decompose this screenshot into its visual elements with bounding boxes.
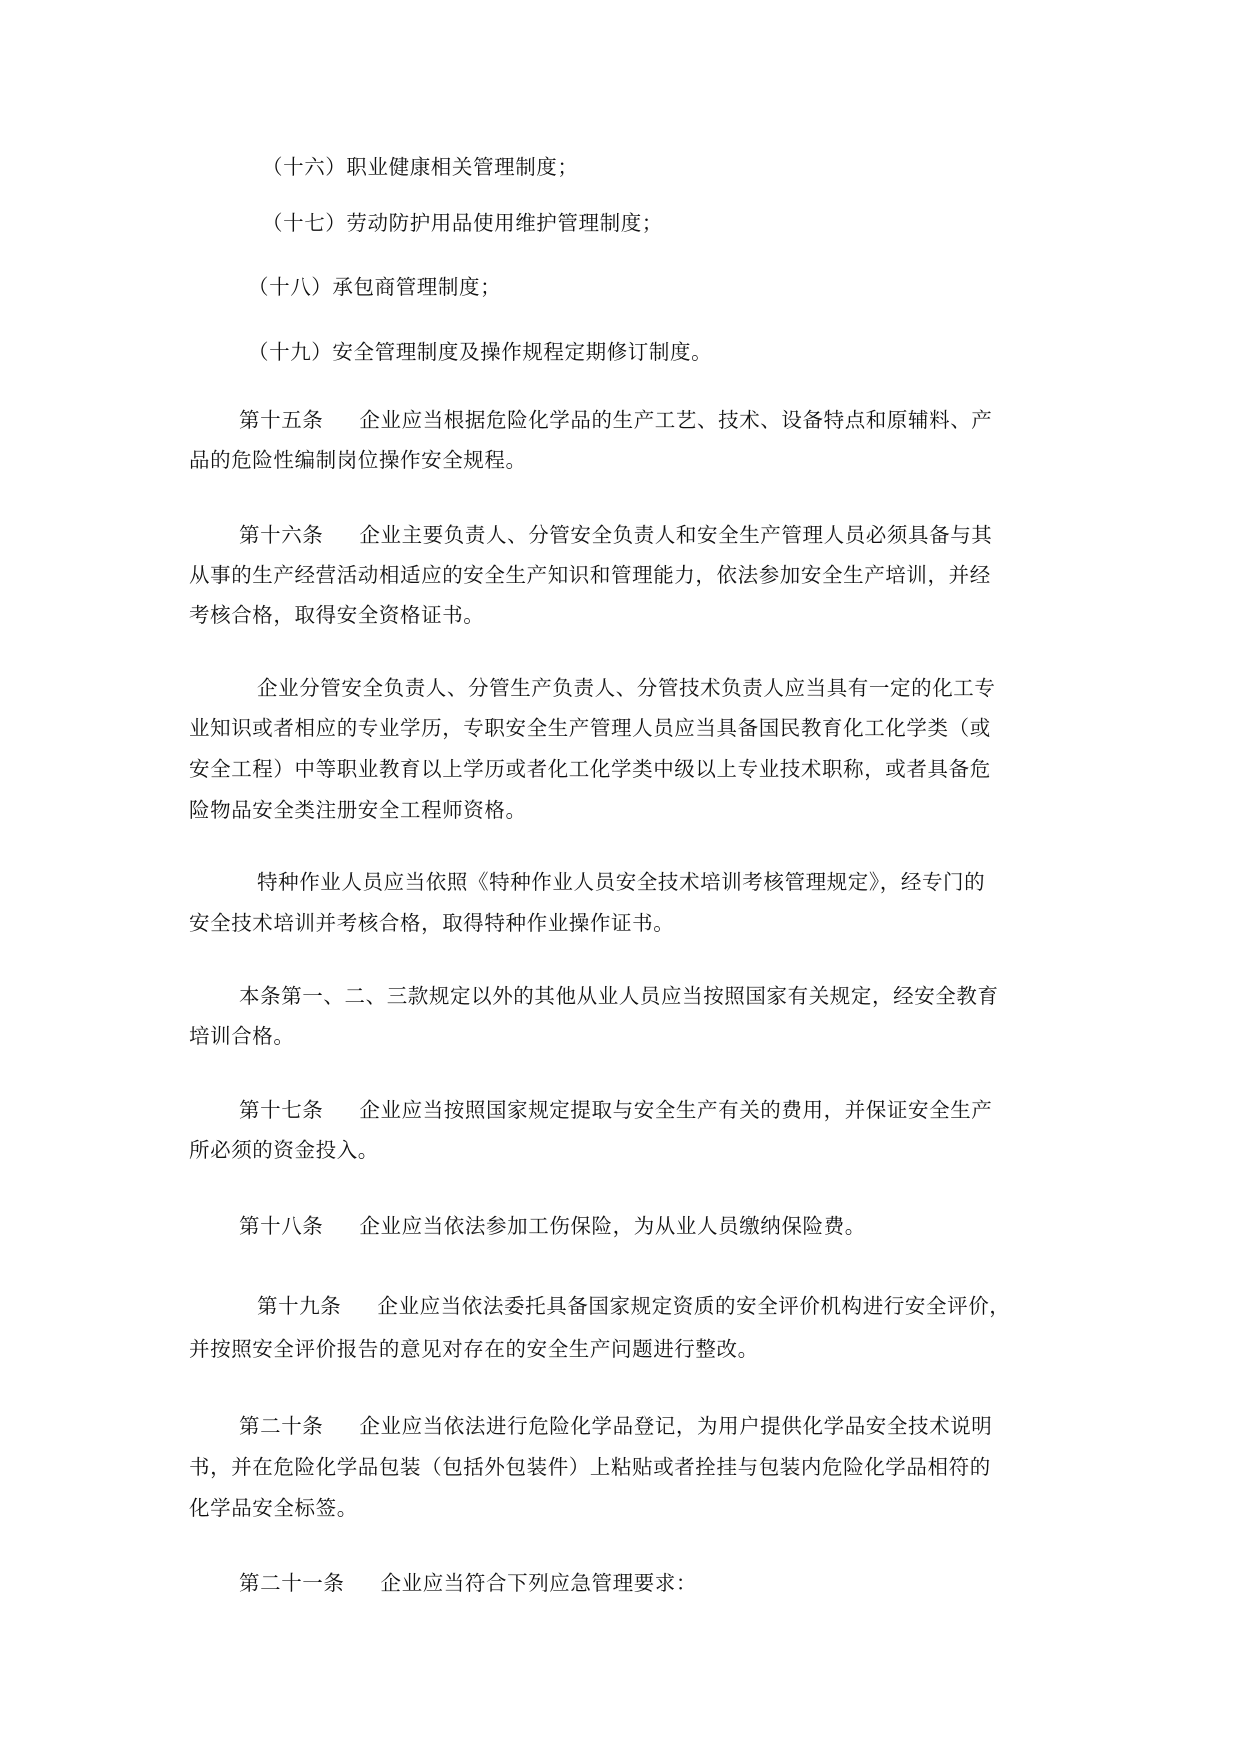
article-20-first-line	[239, 1413, 992, 1439]
article-16-para2-line: 业知识或者相应的专业学历，专职安全生产管理人员应当具备国民教育化工化学类（或	[189, 716, 991, 740]
article-16-para3-line: 安全技术培训并考核合格，取得特种作业操作证书。	[189, 911, 675, 935]
article-16-para4-line: 培训合格。	[189, 1024, 295, 1048]
article-16-para2-line: 安全工程）中等职业教育以上学历或者化工化学类中级以上专业技术职称，或者具备危	[189, 757, 991, 781]
article-19-text: 企业应当依法委托具备国家规定资质的安全评价机构进行安全评价，	[377, 1294, 1011, 1318]
article-15-label: 第十五条	[239, 408, 324, 432]
article-19-label: 第十九条	[257, 1294, 342, 1318]
article-17-label: 第十七条	[239, 1098, 324, 1122]
article-17-text: 企业应当按照国家规定提取与安全生产有关的费用，并保证安全生产	[359, 1098, 993, 1122]
article-15-text: 企业应当根据危险化学品的生产工艺、技术、设备特点和原辅料、产	[359, 408, 993, 432]
article-21-label: 第二十一条	[239, 1571, 345, 1595]
article-21-first-line	[239, 1570, 697, 1596]
article-18-label: 第十八条	[239, 1214, 324, 1238]
article-17-first-line	[239, 1097, 992, 1123]
article-20-line: 化学品安全标签。	[189, 1496, 358, 1520]
list-item-19: （十九）安全管理制度及操作规程定期修订制度。	[248, 340, 713, 364]
article-19-first-line	[257, 1293, 1010, 1319]
article-16-line: 从事的生产经营活动相适应的安全生产知识和管理能力，依法参加安全生产培训，并经	[189, 563, 991, 587]
article-18-text: 企业应当依法参加工伤保险，为从业人员缴纳保险费。	[359, 1214, 866, 1238]
article-20-text: 企业应当依法进行危险化学品登记，为用户提供化学品安全技术说明	[359, 1414, 993, 1438]
article-21-text: 企业应当符合下列应急管理要求：	[380, 1571, 697, 1595]
article-15-line: 品的危险性编制岗位操作安全规程。	[189, 448, 527, 472]
list-item-18: （十八）承包商管理制度；	[248, 275, 502, 299]
article-20-line: 书，并在危险化学品包装（包括外包装件）上粘贴或者拴挂与包装内危险化学品相符的	[189, 1455, 991, 1479]
article-16-para3-line: 特种作业人员应当依照《特种作业人员安全技术培训考核管理规定》，经专门的	[257, 870, 986, 894]
article-16-para4-line: 本条第一、二、三款规定以外的其他从业人员应当按照国家有关规定，经安全教育	[239, 984, 999, 1008]
list-item-16: （十六）职业健康相关管理制度；	[262, 155, 579, 179]
article-16-para2-line: 企业分管安全负责人、分管生产负责人、分管技术负责人应当具有一定的化工专	[257, 676, 996, 700]
article-16-label: 第十六条	[239, 523, 324, 547]
article-18-first-line	[239, 1213, 866, 1239]
article-16-text: 企业主要负责人、分管安全负责人和安全生产管理人员必须具备与其	[359, 523, 993, 547]
article-17-line: 所必须的资金投入。	[189, 1138, 379, 1162]
article-16-first-line	[239, 522, 992, 548]
article-15-first-line	[239, 407, 992, 433]
article-16-line: 考核合格，取得安全资格证书。	[189, 603, 485, 627]
list-item-17: （十七）劳动防护用品使用维护管理制度；	[262, 211, 663, 235]
article-20-label: 第二十条	[239, 1414, 324, 1438]
article-19-line: 并按照安全评价报告的意见对存在的安全生产问题进行整改。	[189, 1337, 759, 1361]
article-16-para2-line: 险物品安全类注册安全工程师资格。	[189, 798, 527, 822]
